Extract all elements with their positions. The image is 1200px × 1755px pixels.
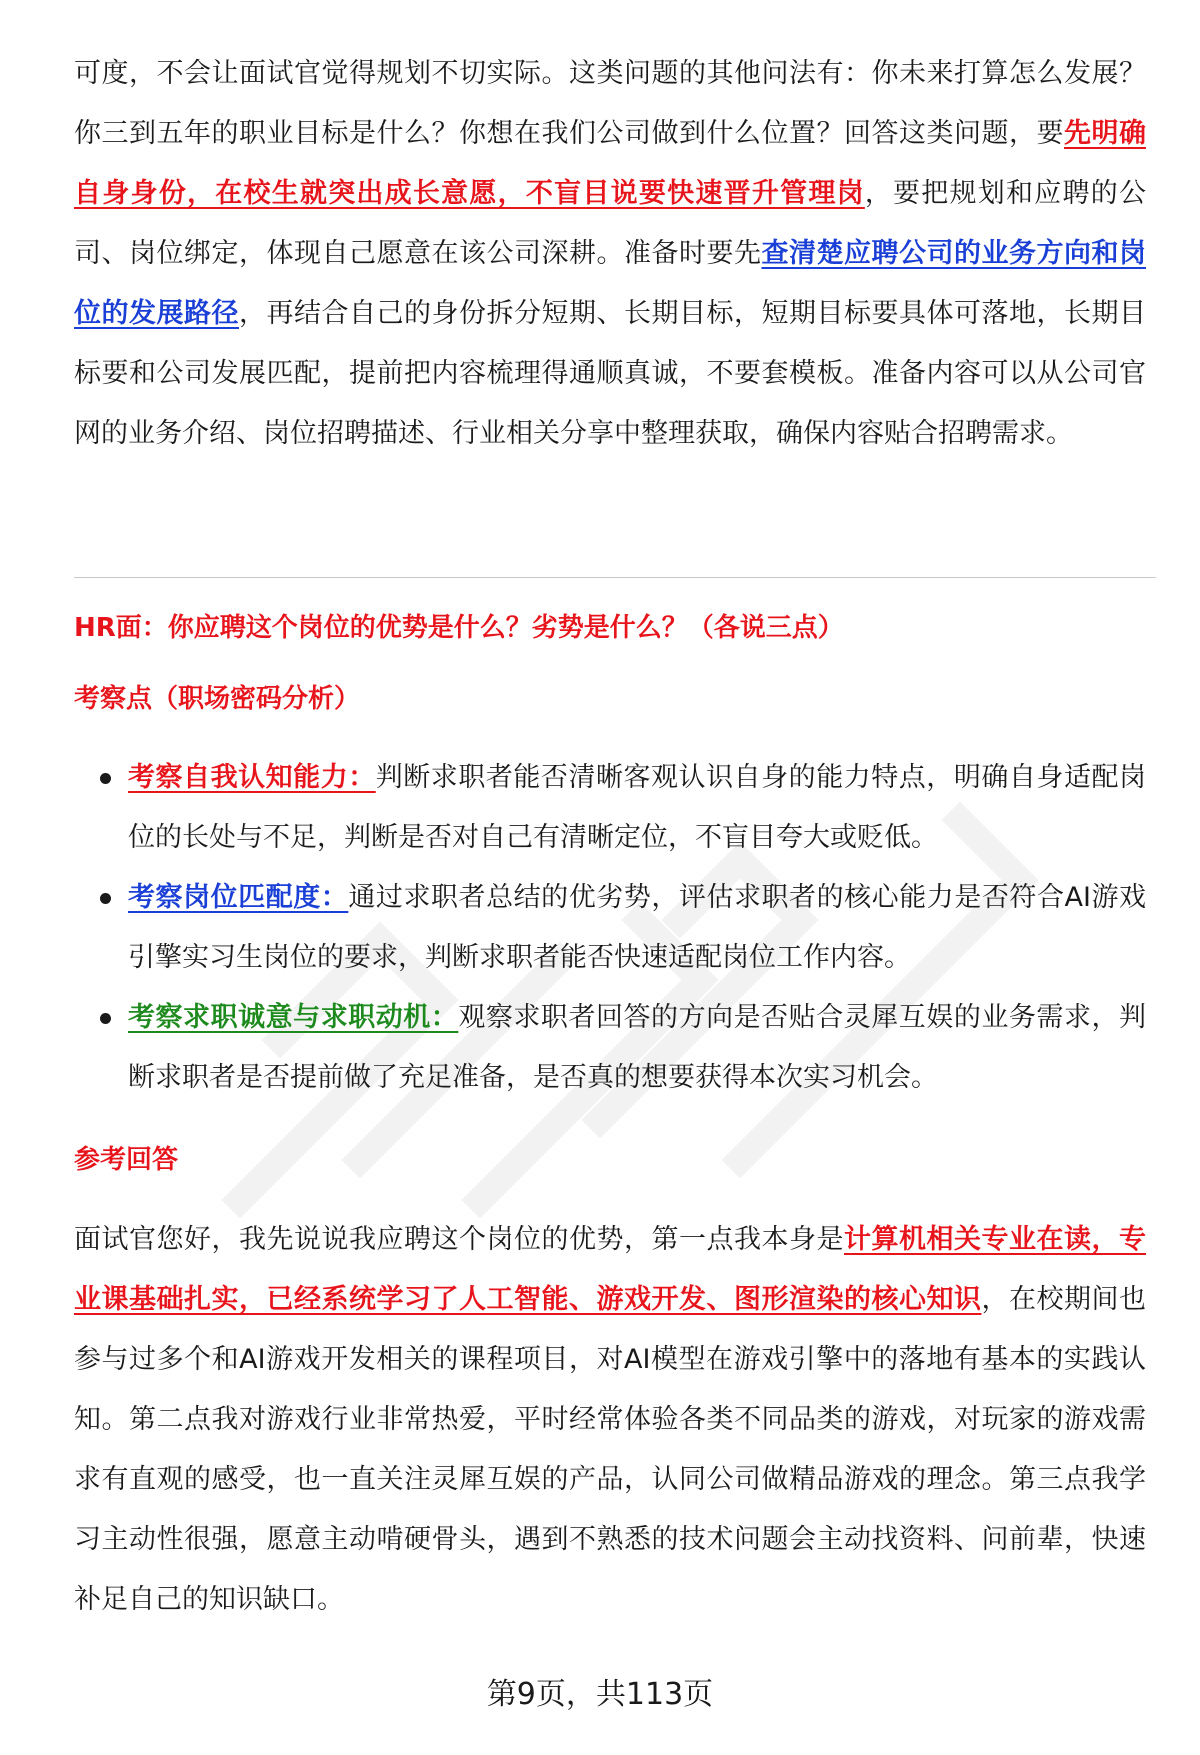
intro-text-1: 可度，不会让面试官觉得规划不切实际。这类问题的其他问法有：你未来打算怎么发展？你三到五年的职业目标是什么？你想在我们公司做到什么位置？回答这类问题，要 xyxy=(74,58,1146,149)
question-title: HR面：你应聘这个岗位的优势是什么？劣势是什么？（各说三点） xyxy=(74,613,844,643)
intro-highlight-identity: 先明确自身身份，在校生就突出成长意愿，不盲目说要快速晋升管理岗 xyxy=(74,118,1146,209)
exam-point-label: 考察岗位匹配度： xyxy=(128,882,349,913)
exam-point-text: 通过求职者总结的优劣势，评估求职者的核心能力是否符合AI游戏引擎实习生岗位的要求，判断求职者能否快速适配岗位工作内容。 xyxy=(128,882,1147,973)
bullet-dot-icon xyxy=(100,893,111,904)
answer-text-2: ，在校期间也参与过多个和AI游戏开发相关的课程项目，对AI模型在游戏引擎中的落地有基本的实践认知。第二点我对游戏行业非常热爱，平时经常体验各类不同品类的游戏，对玩家的游戏需求有直观的感受，也一直关注灵犀互娱的产品，认同公司做精品游戏的理念。第三点我学习主动性很强，愿意主动啃硬骨头，遇到不熟悉的技术问题会主动找资料、问前辈，快速补足自己的知识缺口。 xyxy=(74,1284,1146,1615)
exam-points-heading: 考察点（职场密码分析） xyxy=(74,684,361,714)
answer-text-1: 面试官您好，我先说说我应聘这个岗位的优势，第一点我本身是 xyxy=(74,1224,844,1255)
exam-point-label: 考察求职诚意与求职动机： xyxy=(128,1002,459,1033)
exam-point-text: 判断求职者能否清晰客观认识自身的能力特点，明确自身适配岗位的长处与不足，判断是否对自己有清晰定位，不盲目夸大或贬低。 xyxy=(128,762,1146,853)
exam-point-item xyxy=(74,868,1146,988)
bullet-dot-icon xyxy=(100,773,111,784)
answer-highlight-major: 计算机相关专业在读，专业课基础扎实，已经系统学习了人工智能、游戏开发、图形渲染的核心知识 xyxy=(74,1224,1146,1315)
exam-point-item xyxy=(74,748,1146,868)
exam-point-item xyxy=(74,988,1146,1108)
reference-answer-heading: 参考回答 xyxy=(74,1145,179,1175)
intro-text-3: ，再结合自己的身份拆分短期、长期目标，短期目标要具体可落地，长期目标要和公司发展匹配，提前把内容梳理得通顺真诚，不要套模板。准备内容可以从公司官网的业务介绍、岗位招聘描述、行业相关分享中整理获取，确保内容贴合招聘需求。 xyxy=(74,298,1146,449)
bullet-dot-icon xyxy=(100,1013,111,1024)
intro-text-2: ，要把规划和应聘的公司、岗位绑定，体现自己愿意在该公司深耕。准备时要先 xyxy=(74,178,1147,269)
page-number: 第9页，共113页 xyxy=(486,1677,714,1712)
section-divider xyxy=(74,577,1156,578)
intro-paragraph xyxy=(74,44,1146,464)
exam-point-text: 观察求职者回答的方向是否贴合灵犀互娱的业务需求，判断求职者是否提前做了充足准备，是否真的想要获得本次实习机会。 xyxy=(128,1002,1147,1093)
intro-highlight-research: 查清楚应聘公司的业务方向和岗位的发展路径 xyxy=(74,238,1146,329)
reference-answer-paragraph xyxy=(74,1210,1146,1630)
exam-point-label: 考察自我认知能力： xyxy=(128,762,376,793)
exam-points-list xyxy=(74,748,1146,1108)
